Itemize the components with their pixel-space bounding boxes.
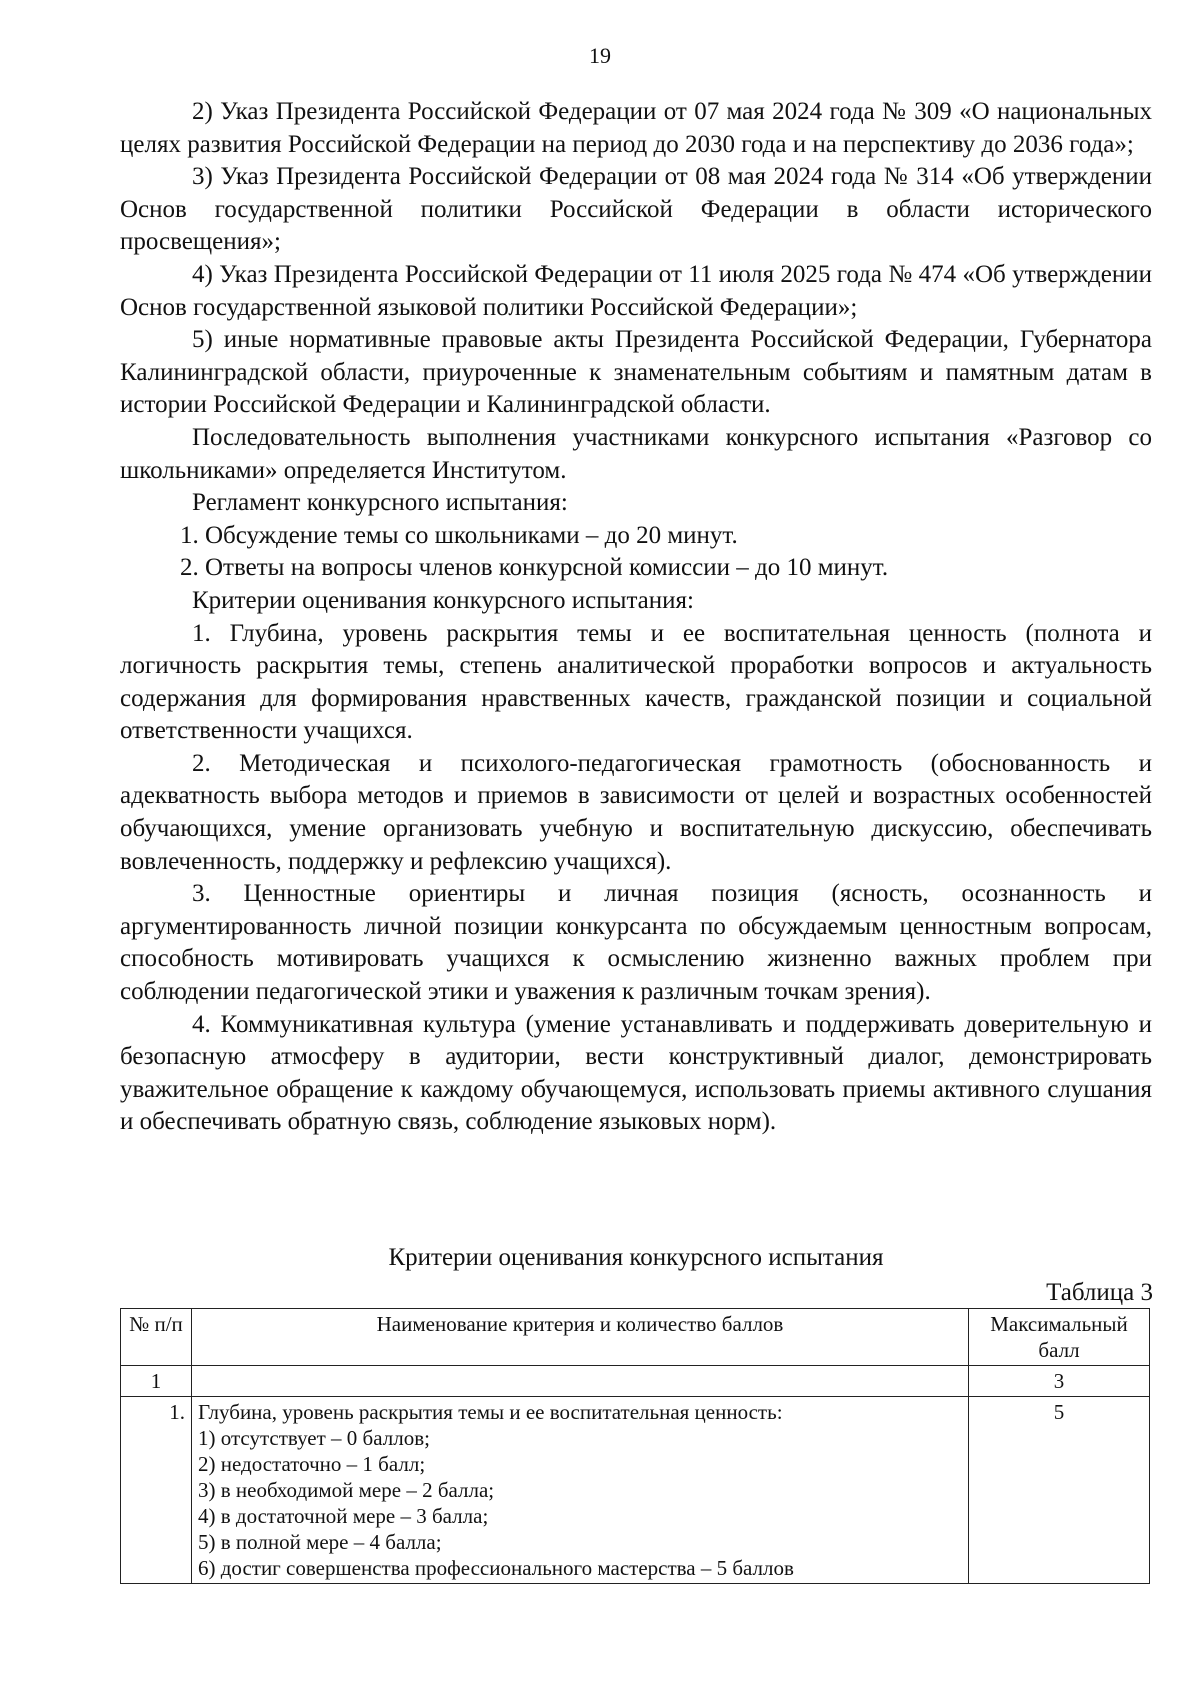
table-caption: Критерии оценивания конкурсного испытания (388, 1244, 884, 1271)
score-list (198, 1425, 962, 1581)
score-item: 6) достиг совершенства профессионального мастерства – 5 баллов (198, 1556, 794, 1580)
paragraph-decree-474: 4) Указ Президента Российской Федерации от 11 июля 2025 года № 474 «Об утверждении Основ государственной языковой политики Российской Федерации»; (120, 260, 1152, 321)
index-cell-max: 3 (969, 1366, 1150, 1397)
paragraph-decree-309: 2) Указ Президента Российской Федерации от 07 мая 2024 года № 309 «О национальных целях развития Российской Федерации на период до 2030 года и на перспективу до 2036 года»; (120, 98, 1152, 158)
row-criterion (192, 1397, 969, 1584)
criteria-table (120, 1308, 1150, 1584)
score-item: 4) в достаточной мере – 3 балла; (198, 1504, 489, 1528)
paragraph-other-acts: 5) иные нормативные правовые акты Президента Российской Федерации, Губернатора Калининградской области, приуроченные к знаменательным событиям и памятным датам в истории Российской Федерации и Калининградской области. (120, 326, 1152, 419)
index-cell-name (192, 1366, 969, 1397)
score-item: 1) отсутствует – 0 баллов; (198, 1426, 430, 1450)
score-item: 2) недостаточно – 1 балл; (198, 1452, 426, 1476)
row-number: 1. (121, 1397, 192, 1584)
paragraph-sequence: Последовательность выполнения участниками конкурсного испытания «Разговор со школьниками» определяется Институтом. (120, 423, 1152, 484)
score-item: 3) в необходимой мере – 2 балла; (198, 1478, 495, 1502)
paragraph-regulation-heading: Регламент конкурсного испытания: (192, 489, 568, 517)
score-item: 5) в полной мере – 4 балла; (198, 1530, 442, 1554)
table-index-row (121, 1366, 1150, 1397)
table-row (121, 1397, 1150, 1584)
paragraph-criteria-heading: Критерии оценивания конкурсного испытания: (192, 586, 694, 614)
page-number: 19 (589, 43, 611, 68)
criterion-paragraph-1: 1. Глубина, уровень раскрытия темы и ее воспитательная ценность (полнота и логичность раскрытия темы, степень аналитической проработки вопросов и актуальность содержания для формирования нравственных качеств, гражданской позиции и социальной ответственности учащихся. (120, 619, 1152, 745)
header-max-score: Максимальный балл (969, 1309, 1150, 1366)
row-max-score: 5 (969, 1397, 1150, 1584)
table-header-row (121, 1309, 1150, 1366)
criterion-paragraph-3: 3. Ценностные ориентиры и личная позиция (ясность, осознанность и аргументированность личной позиции конкурсанта по обсуждаемым ценностным вопросам, способность мотивировать учащихся к осмыслению жизненно важных проблем при соблюдении педагогической этики и уважения к различным точкам зрения). (120, 880, 1152, 1006)
table-label: Таблица 3 (1046, 1279, 1153, 1306)
header-number: № п/п (121, 1309, 192, 1366)
index-cell-number: 1 (121, 1366, 192, 1397)
document-body (120, 96, 1152, 1139)
header-criterion-name: Наименование критерия и количество баллов (192, 1309, 969, 1366)
criterion-paragraph-2: 2. Методическая и психолого-педагогическая грамотность (обоснованность и адекватность выбора методов и приемов в зависимости от целей и возрастных особенностей обучающихся, умение организовать учебную и воспитательную дискуссию, обеспечивать вовлеченность, поддержку и рефлексию учащихся). (120, 749, 1152, 875)
regulation-item-2: 2. Ответы на вопросы членов конкурсной комиссии – до 10 минут. (180, 554, 889, 582)
regulation-item-1: 1. Обсуждение темы со школьниками – до 20 минут. (180, 521, 738, 549)
criterion-title: Глубина, уровень раскрытия темы и ее воспитательная ценность: (198, 1400, 783, 1424)
paragraph-decree-314: 3) Указ Президента Российской Федерации от 08 мая 2024 года № 314 «Об утверждении Основ государственной политики Российской Федерации в области исторического просвещения»; (120, 163, 1152, 256)
criterion-paragraph-4: 4. Коммуникативная культура (умение устанавливать и поддерживать доверительную и безопасную атмосферу в аудитории, вести конструктивный диалог, демонстрировать уважительное обращение к каждому обучающемуся, использовать приемы активного слушания и обеспечивать обратную связь, соблюдение языковых норм). (120, 1010, 1152, 1136)
